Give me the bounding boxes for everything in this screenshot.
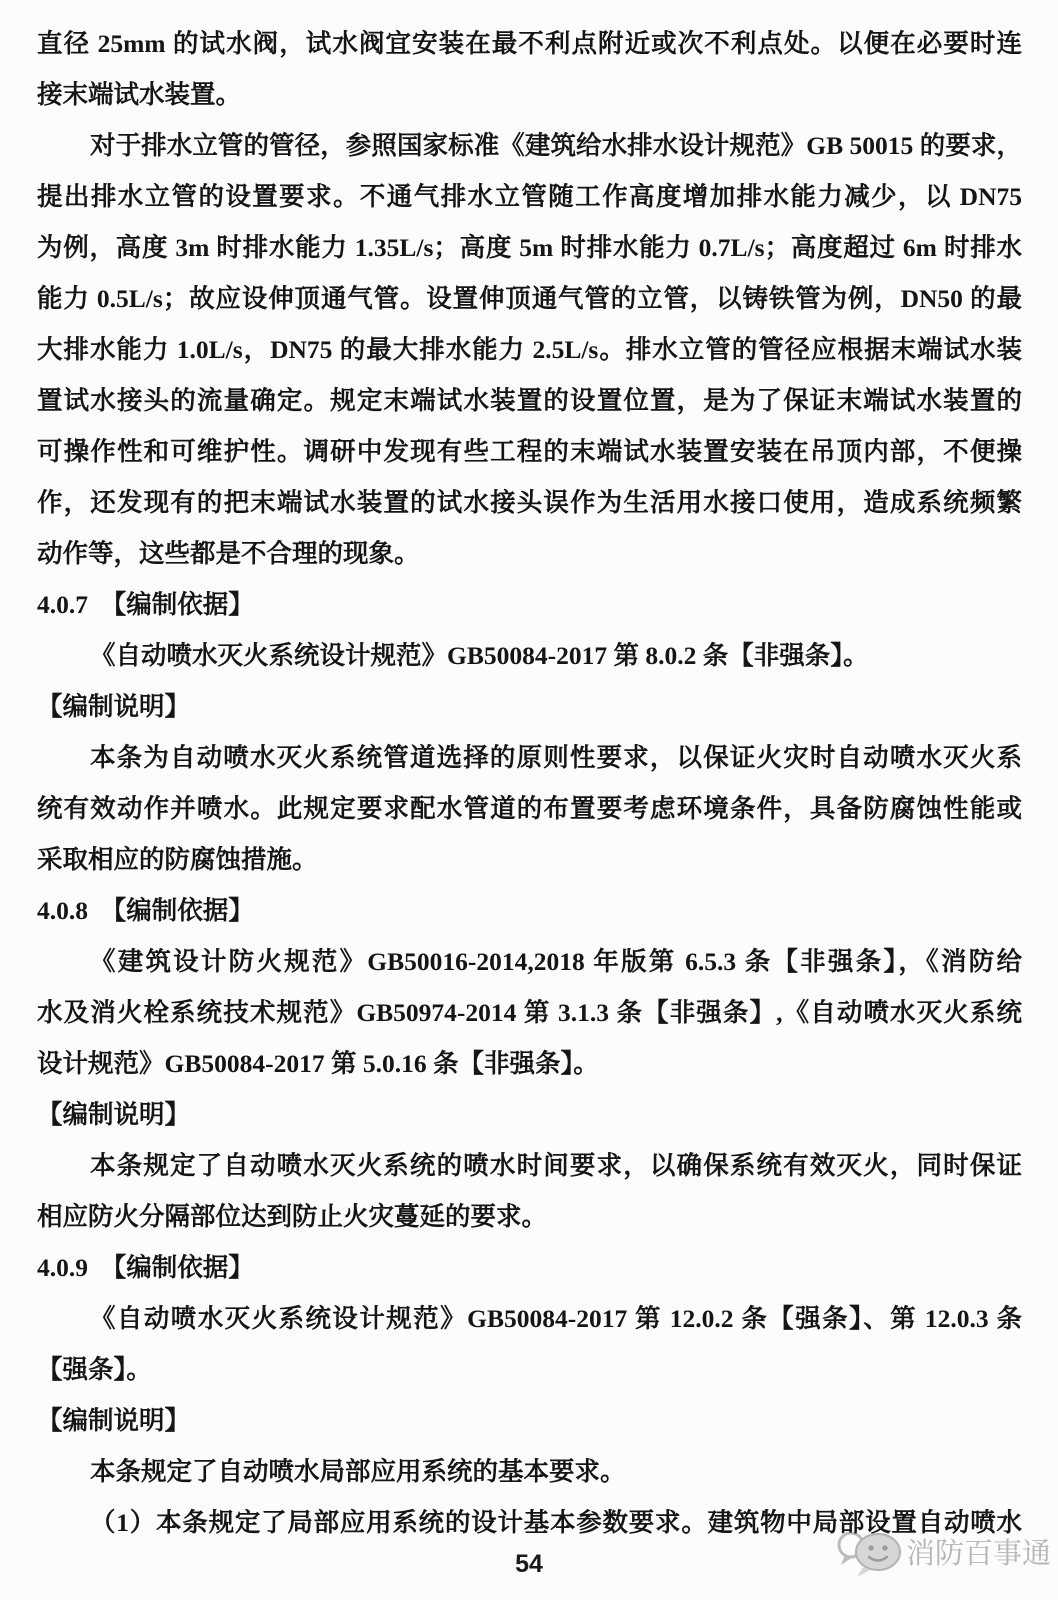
text-line: 本条为自动喷水灭火系统管道选择的原则性要求，以保证火灾时自动喷水灭火系: [90, 743, 1022, 772]
page-number: 54: [515, 1550, 543, 1578]
text-line: 【编制说明】: [37, 692, 191, 721]
text-line: 【编制说明】: [37, 1100, 191, 1129]
text-line: 对于排水立管的管径，参照国家标准《建筑给水排水设计规范》GB 50015 的要求，: [90, 131, 1022, 160]
text-line: 相应防火分隔部位达到防止火灾蔓延的要求。: [37, 1202, 548, 1231]
text-line: 可操作性和可维护性。调研中发现有些工程的末端试水装置安装在吊顶内部，不便操: [37, 437, 1022, 466]
text-line: 【编制说明】: [37, 1406, 191, 1435]
text-line: 为例，高度 3m 时排水能力 1.35L/s；高度 5m 时排水能力 0.7L/s；高度超过 6m 时排水: [37, 233, 1022, 262]
text-line: 作，还发现有的把末端试水装置的试水接头误作为生活用水接口使用，造成系统频繁: [37, 488, 1022, 517]
text-line: 【强条】。: [37, 1355, 152, 1384]
text-line: 水及消火栓系统技术规范》GB50974-2014 第 3.1.3 条【非强条】,《自动喷水灭火系统: [37, 998, 1022, 1027]
text-line: 本条规定了自动喷水局部应用系统的基本要求。: [90, 1457, 626, 1486]
text-line: 提出排水立管的设置要求。不通气排水立管随工作高度增加排水能力减少，以 DN75: [37, 182, 1022, 211]
text-line: （1）本条规定了局部应用系统的设计基本参数要求。建筑物中局部设置自动喷水: [90, 1508, 1022, 1537]
text-line: 直径 25mm 的试水阀，试水阀宜安装在最不利点附近或次不利点处。以便在必要时连: [37, 29, 1022, 58]
text-line: 设计规范》GB50084-2017 第 5.0.16 条【非强条】。: [37, 1049, 599, 1078]
text-line: 《自动喷水灭火系统设计规范》GB50084-2017 第 8.0.2 条【非强条】。: [90, 641, 869, 670]
text-line: 动作等，这些都是不合理的现象。: [37, 539, 420, 568]
document-body: [37, 18, 1022, 1548]
text-line: 4.0.7 【编制依据】: [37, 590, 254, 619]
text-line: 《自动喷水灭火系统设计规范》GB50084-2017 第 12.0.2 条【强条】、第 12.0.3 条: [90, 1304, 1022, 1333]
text-line: 能力 0.5L/s；故应设伸顶通气管。设置伸顶通气管的立管，以铸铁管为例，DN50 的最: [37, 284, 1022, 313]
text-line: 4.0.8 【编制依据】: [37, 896, 254, 925]
text-line: 统有效动作并喷水。此规定要求配水管道的布置要考虑环境条件，具备防腐蚀性能或: [37, 794, 1022, 823]
text-line: 大排水能力 1.0L/s，DN75 的最大排水能力 2.5L/s。排水立管的管径应根据末端试水装: [37, 335, 1022, 364]
text-line: 采取相应的防腐蚀措施。: [37, 845, 318, 874]
text-line: 《建筑设计防火规范》GB50016-2014,2018 年版第 6.5.3 条【非强条】，《消防给: [90, 947, 1022, 976]
watermark-text: 消防百事通: [906, 1537, 1052, 1570]
text-line: 接末端试水装置。: [37, 80, 242, 109]
text-line: 本条规定了自动喷水灭火系统的喷水时间要求，以确保系统有效灭火，同时保证: [90, 1151, 1022, 1180]
text-line: 4.0.9 【编制依据】: [37, 1253, 254, 1282]
text-line: 置试水接头的流量确定。规定末端试水装置的设置位置，是为了保证末端试水装置的: [37, 386, 1022, 415]
